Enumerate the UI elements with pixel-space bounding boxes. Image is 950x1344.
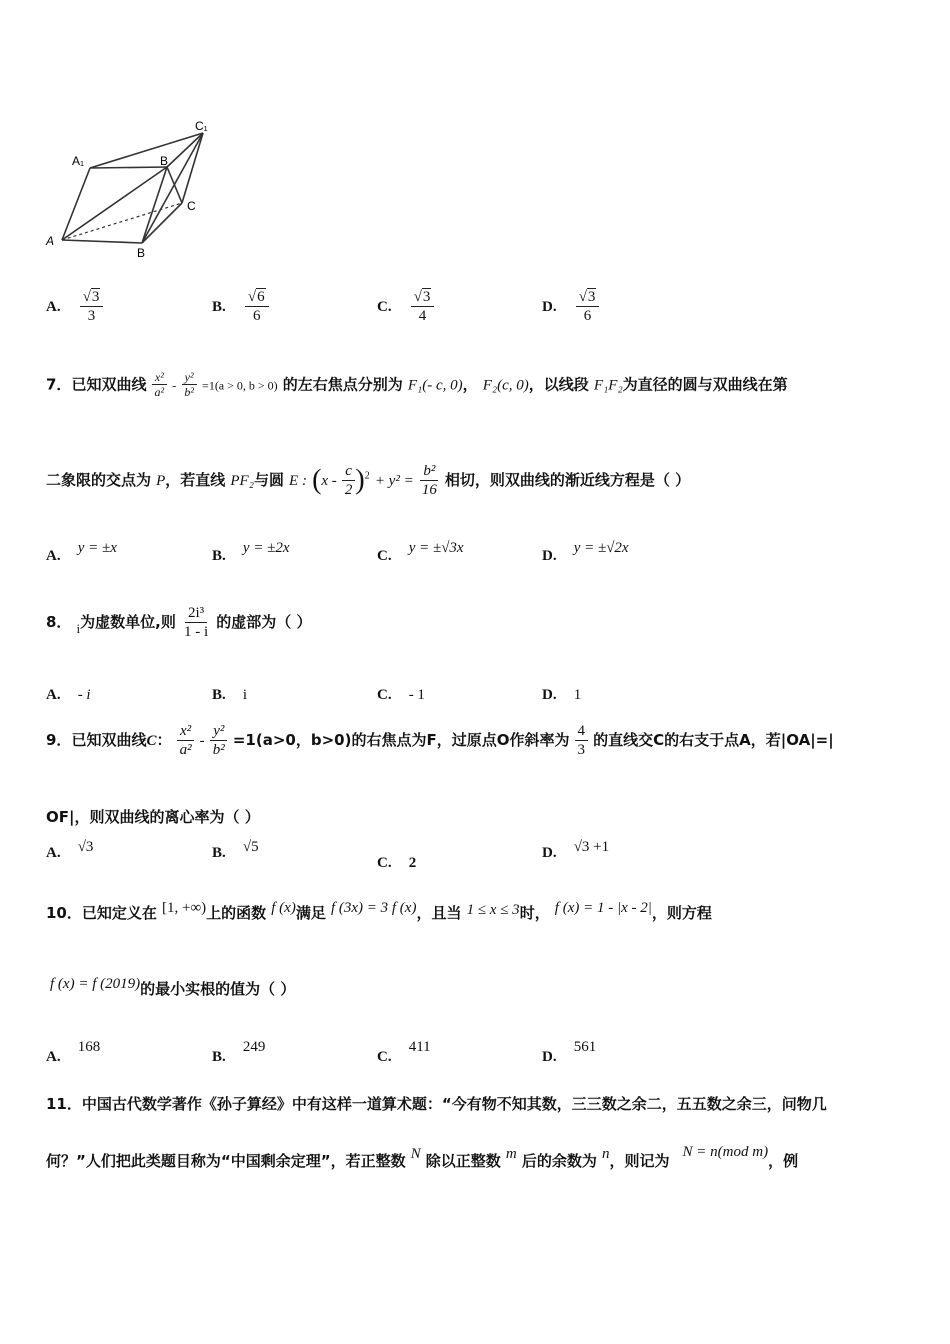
q7-point-p: P <box>156 473 166 489</box>
q9-option-d[interactable] <box>542 839 610 862</box>
q7-circle-e: E : <box>289 473 307 489</box>
q7-line-2: 二象限的交点为 P，若直线 PF₂与圆 E : (x - $\frac{c}{2}$ )$^2$ + y² = $\frac{\text{b²}}{16}$ 相切，则双曲线的渐近线方程是（ ） <box>46 463 691 498</box>
option-expr: 2 <box>408 855 417 871</box>
label-a1: A₁ <box>72 154 85 168</box>
question-number: 9． <box>46 731 72 749</box>
option-letter: D. <box>542 548 557 564</box>
denominator: 4 <box>418 308 427 324</box>
q10-line-2 <box>50 978 295 999</box>
q8-denominator: 1 - i <box>183 624 209 640</box>
option-expr: y = ±2x <box>242 540 290 556</box>
q7-text: 的左右焦点分别为 <box>282 375 403 394</box>
q9-option-a[interactable] <box>46 839 94 862</box>
q10-text: ，则方程 <box>651 904 712 922</box>
q8-option-c[interactable] <box>377 684 425 704</box>
question-number: 7． <box>46 375 72 394</box>
q8-option-b[interactable] <box>212 684 247 704</box>
option-letter: C. <box>377 299 392 315</box>
q7-text: 二象限的交点为 <box>46 471 152 489</box>
q10-eq2: f (x) = 1 - |x - 2| <box>554 900 652 916</box>
q11-line-1 <box>46 1093 827 1114</box>
prism-figure <box>40 115 230 265</box>
option-letter: B. <box>212 299 226 315</box>
q9-text: 已知双曲线 <box>71 731 147 749</box>
sqrt-radicand: 6 <box>257 289 265 305</box>
denominator: 3 <box>87 308 96 324</box>
q8-numerator: 2i³ <box>185 604 207 623</box>
q7-f1f2: F₁F₂ <box>593 377 623 394</box>
q6-option-d[interactable]: D. $\frac{√3}{6}$ <box>542 288 599 325</box>
q10-text: 满足 <box>295 904 326 922</box>
q10-text: ，且当 <box>416 904 462 922</box>
label-b1: B <box>160 154 169 168</box>
q11-m: m <box>505 1146 517 1162</box>
option-expr: √3 +1 <box>573 839 610 855</box>
q7-circle-rhs: + y² = <box>374 473 414 489</box>
q7-condition: =1(a > 0, b > 0) <box>202 378 278 393</box>
option-expr: 561 <box>573 1039 597 1055</box>
q8-option-d[interactable] <box>542 684 581 704</box>
option-letter: D. <box>542 1049 557 1065</box>
option-expr: √3 <box>77 839 94 855</box>
q7-text: ， <box>462 375 478 394</box>
q11-text: ，则记为 <box>609 1152 670 1170</box>
q11-text: 何？”人们把此类题目称为“中国剩余定理”，若正整数 <box>46 1152 406 1170</box>
q11-text: 后的余数为 <box>521 1152 597 1170</box>
q9-text: 的直线交C的右支于点A，若|OA|=| <box>593 731 834 749</box>
label-a: A <box>46 234 55 248</box>
q10-fx: f (x) <box>271 900 296 916</box>
option-letter: A. <box>46 1049 61 1065</box>
q7-text: 为直径的圆与双曲线在第 <box>622 375 788 394</box>
option-letter: C. <box>377 687 392 703</box>
option-letter: A. <box>46 548 61 564</box>
q10-option-b[interactable] <box>212 1036 266 1065</box>
option-letter: D. <box>542 687 557 703</box>
option-letter: B. <box>212 548 226 564</box>
question-number: 8． <box>46 613 72 631</box>
q9-slope-num: 4 <box>575 722 589 741</box>
q6-option-a[interactable]: A. $\frac{√3}{3}$ <box>46 288 103 325</box>
q7-f2: F₂(c, 0) <box>482 377 529 394</box>
sqrt-radicand: 3 <box>422 289 431 305</box>
q7-line-1: 7．已知双曲线 $\frac{\text{x²}}{\text{a²}}$ - $\frac{\text{y²}}{\text{b²}}$ =1(a > 0, b > 0) 的左右焦点分别为 F₁(- c, 0)， F₂(c, 0)，以线段 F₁F₂为直径的圆与双曲线在第 <box>46 370 788 400</box>
option-expr: - 1 <box>408 687 425 703</box>
option-expr: y = ±√2x <box>573 540 629 556</box>
q7-text: 与圆 <box>253 471 284 489</box>
q6-option-c[interactable]: C. $\frac{√3}{4}$ <box>377 288 434 325</box>
q7-f1: F₁(- c, 0) <box>407 377 463 394</box>
q8-option-a[interactable] <box>46 684 91 704</box>
q11-text: 除以正整数 <box>425 1152 501 1170</box>
option-expr: 411 <box>408 1039 431 1055</box>
option-expr: √5 <box>242 839 259 855</box>
q9-option-b[interactable] <box>212 839 259 862</box>
label-c1: C₁ <box>195 119 208 133</box>
q9-line-1: 9．已知双曲线C： $\frac{\text{x²}}{\text{a²}}$ - $\frac{\text{y²}}{\text{b²}}$ =1(a>0，b>0)的右焦点为F，过原点O作斜率为 $\frac{4}{3}$ 的直线交C的右支于点A，若|OA|=| <box>46 723 834 758</box>
sqrt-radicand: 3 <box>587 289 596 305</box>
option-expr: i <box>242 687 248 703</box>
q7-option-d[interactable] <box>542 540 629 565</box>
option-letter: A. <box>46 687 61 703</box>
label-b: B <box>137 246 146 260</box>
option-expr: 168 <box>77 1039 101 1055</box>
option-letter: A. <box>46 299 61 315</box>
option-expr: y = ±√3x <box>408 540 464 556</box>
q8-i: i <box>76 621 81 636</box>
q7-text: 相切，则双曲线的渐近线方程是（ ） <box>444 471 691 489</box>
q9-line-2: OF|，则双曲线的离心率为（ ） <box>46 808 260 826</box>
q10-eq3: f (x) = f (2019) <box>50 976 141 992</box>
q9-c: C <box>146 733 157 749</box>
option-letter: B. <box>212 1049 226 1065</box>
option-expr: - i <box>77 687 91 703</box>
option-letter: B. <box>212 845 226 861</box>
option-expr: 249 <box>242 1039 266 1055</box>
sqrt-radicand: 3 <box>91 289 100 305</box>
q7-option-b[interactable] <box>212 540 290 565</box>
option-expr: 1 <box>573 687 582 703</box>
q10-option-d[interactable] <box>542 1036 597 1065</box>
q7-text: ，以线段 <box>528 375 589 394</box>
option-letter: C. <box>377 1049 392 1065</box>
option-letter: C. <box>377 855 392 871</box>
q9-option-c[interactable] <box>377 852 416 872</box>
q10-text: 已知定义在 <box>81 904 157 922</box>
q10-text: 的最小实根的值为（ ） <box>140 980 296 998</box>
q10-range: 1 ≤ x ≤ 3 <box>466 902 520 918</box>
q10-eq1: f (3x) = 3 f (x) <box>330 900 417 916</box>
denominator: 6 <box>583 308 592 324</box>
q7-line-pf2: PF₂ <box>230 473 254 489</box>
option-letter: D. <box>542 845 557 861</box>
q9-slope-den: 3 <box>577 742 586 758</box>
q11-line-2 <box>46 1144 799 1171</box>
option-expr: y = ±x <box>77 540 117 556</box>
q11-mod: N = n(mod m) <box>682 1144 769 1160</box>
q11-n: n <box>601 1146 610 1162</box>
q6-option-b[interactable]: B. $\frac{√6}{6}$ <box>212 288 269 325</box>
q10-line-1 <box>46 902 712 923</box>
label-c: C <box>187 199 196 213</box>
option-letter: C. <box>377 548 392 564</box>
option-letter: D. <box>542 299 557 315</box>
q10-option-a[interactable] <box>46 1036 101 1065</box>
option-letter: B. <box>212 687 226 703</box>
q11-n-upper: N <box>410 1146 421 1162</box>
q10-text: 上的函数 <box>206 904 267 922</box>
q7-text: 已知双曲线 <box>71 375 147 394</box>
q10-option-c[interactable] <box>377 1036 431 1065</box>
q11-text: 中国古代数学著作《孙子算经》中有这样一道算术题：“今有物不知其数，三三数之余二，五五数之余三，问物几 <box>81 1095 827 1113</box>
q10-domain: [1, +∞) <box>161 900 207 916</box>
denominator: 6 <box>252 308 261 324</box>
q7-text: ，若直线 <box>165 471 226 489</box>
q9-text: ： <box>156 731 172 749</box>
option-letter: A. <box>46 845 61 861</box>
q8-stem <box>46 604 311 641</box>
q11-text: ，例 <box>768 1152 799 1170</box>
q8-text: 的虚部为（ ） <box>216 613 312 631</box>
q10-text: 时， <box>519 904 550 922</box>
question-number: 11． <box>46 1095 82 1113</box>
q9-text: =1(a>0，b>0)的右焦点为F，过原点O作斜率为 <box>232 731 570 749</box>
q8-text: 为虚数单位,则 <box>80 613 176 631</box>
q7-option-a[interactable] <box>46 540 117 565</box>
q7-option-c[interactable] <box>377 540 464 565</box>
question-number: 10． <box>46 904 82 922</box>
